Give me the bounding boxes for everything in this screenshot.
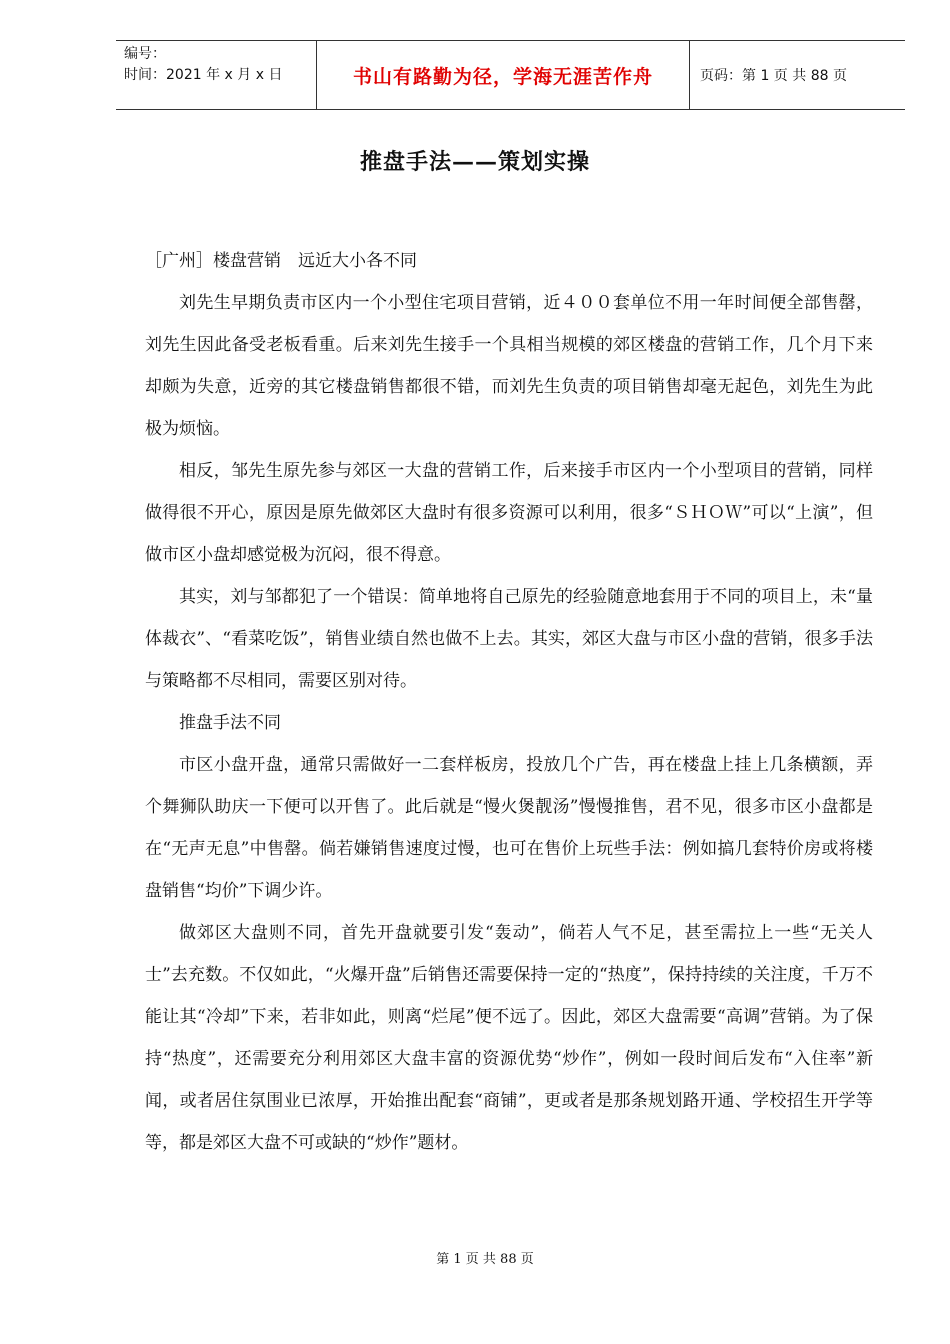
- document-body: [145, 240, 873, 1164]
- header-meta: [116, 41, 316, 109]
- section-dateline: ［广州］楼盘营销 远近大小各不同: [145, 251, 417, 271]
- body-paragraph: 市区小盘开盘，通常只需做好一二套样板房，投放几个广告，再在楼盘上挂上几条横额，弄个舞狮队助庆一下便可以开售了。此后就是“慢火煲靓汤”慢慢推售，君不见，很多市区小盘都是在“无声无息”中售罄。倘若嫌销售速度过慢，也可在售价上玩些手法：例如搞几套特价房或将楼盘销售“均价”下调少许。: [145, 755, 873, 901]
- body-paragraph: 刘先生早期负责市区内一个小型住宅项目营销，近４００套单位不用一年时间便全部售罄，刘先生因此备受老板看重。后来刘先生接手一个具相当规模的郊区楼盘的营销工作，几个月下来却颇为失意，近旁的其它楼盘销售都很不错，而刘先生负责的项目销售却毫无起色，刘先生为此极为烦恼。: [145, 293, 873, 439]
- body-paragraph: 做郊区大盘则不同，首先开盘就要引发“轰动”，倘若人气不足，甚至需拉上一些“无关人士”去充数。不仅如此，“火爆开盘”后销售还需要保持一定的“热度”，保持持续的关注度，千万不能让其“冷却”下来，若非如此，则离“烂尾”便不远了。因此，郊区大盘需要“高调”营销。为了保持“热度”，还需要充分利用郊区大盘丰富的资源优势“炒作”，例如一段时间后发布“入住率”新闻，或者居住氛围业已浓厚，开始推出配套“商铺”，更或者是那条规划路开通、学校招生开学等等，都是郊区大盘不可或缺的“炒作”题材。: [145, 923, 873, 1153]
- document-time: 时间：2021 年 x 月 x 日: [124, 67, 283, 83]
- body-paragraph: 其实，刘与邹都犯了一个错误：简单地将自己原先的经验随意地套用于不同的项目上，未“量体裁衣”、“看菜吃饭”，销售业绩自然也做不上去。其实，郊区大盘与市区小盘的营销，很多手法与策略都不尽相同，需要区别对待。: [145, 587, 873, 691]
- section-heading: 推盘手法不同: [179, 713, 281, 733]
- header-page-info: 页码：第 1 页 共 88 页: [700, 68, 847, 84]
- document-number-label: 编号：: [124, 46, 166, 62]
- page-footer: 第 1 页 共 88 页: [436, 1252, 534, 1267]
- header-table: [116, 40, 905, 110]
- header-motto: 书山有路勤为径，学海无涯苦作舟: [316, 41, 690, 109]
- body-paragraph: 相反，邹先生原先参与郊区一大盘的营销工作，后来接手市区内一个小型项目的营销，同样做得很不开心，原因是原先做郊区大盘时有很多资源可以利用，很多“ＳＨＯＷ”可以“上演”，但做市区小盘却感觉极为沉闷，很不得意。: [145, 461, 873, 565]
- document-title: 推盘手法——策划实操: [359, 149, 590, 175]
